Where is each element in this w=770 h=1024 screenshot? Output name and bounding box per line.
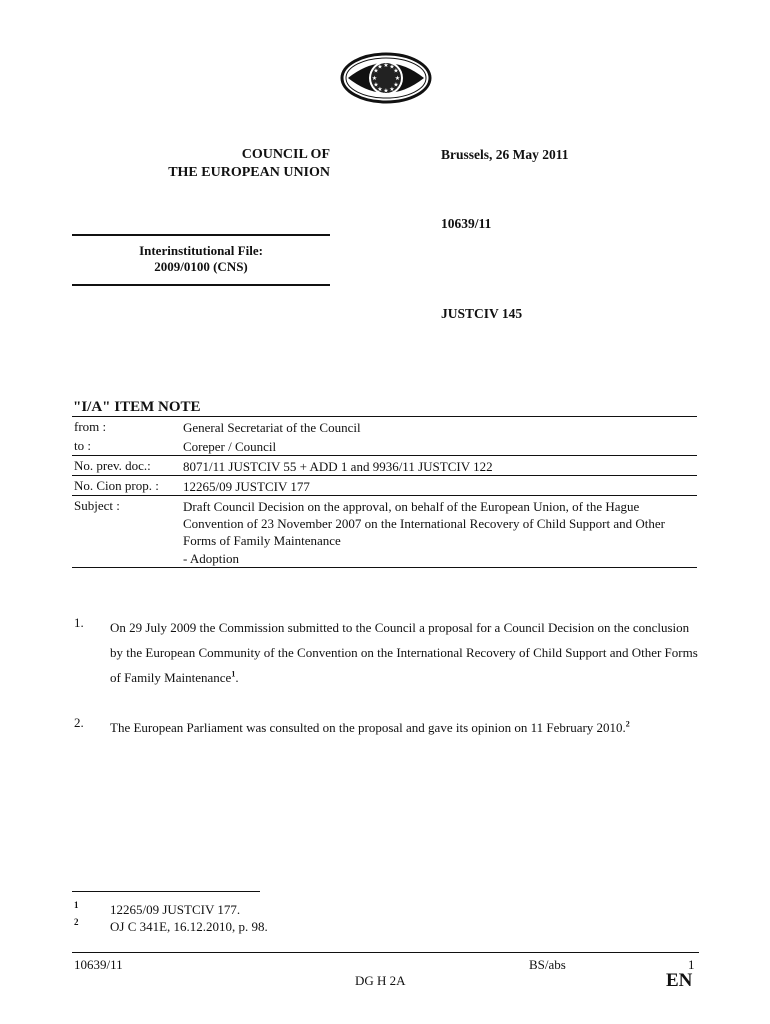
footnote-text: OJ C 341E, 16.12.2010, p. 98. <box>110 919 268 934</box>
row-value: 12265/09 JUSTCIV 177 <box>183 479 310 494</box>
svg-text:★: ★ <box>393 81 399 89</box>
council-line-2: THE EUROPEAN UNION <box>168 165 330 180</box>
row-label: to : <box>74 438 91 453</box>
file-box-top-rule <box>72 234 330 236</box>
subject-adoption: - Adoption <box>183 551 239 566</box>
footnote-number: 2 <box>74 917 79 927</box>
subject-text: Draft Council Decision on the approval, on behalf of the European Union, of the Hague Convention of 23 November 2007 on the International Recovery of Child Support and Other Forms of Family Maintenance <box>183 499 665 548</box>
paragraph-text <box>110 615 700 690</box>
paragraph-text <box>110 715 700 740</box>
file-number: 2009/0100 (CNS) <box>154 259 248 274</box>
svg-text:★: ★ <box>383 87 389 95</box>
footer-doc-number: 10639/11 <box>74 957 123 972</box>
footer-dg: DG H 2A <box>355 973 406 988</box>
row-label: No. Cion prop. : <box>74 478 159 493</box>
paragraph-number: 1. <box>74 615 84 630</box>
council-emblem-icon <box>340 52 432 104</box>
table-rule <box>72 567 697 568</box>
footer-rule <box>72 952 699 953</box>
svg-text:★: ★ <box>389 86 395 93</box>
row-label: from : <box>74 419 107 434</box>
document-number: 10639/11 <box>441 216 492 231</box>
table-rule <box>72 416 697 417</box>
svg-text:★: ★ <box>393 67 399 75</box>
interinstitutional-file <box>72 243 330 275</box>
row-value: 8071/11 JUSTCIV 55 + ADD 1 and 9936/11 JUSTCIV 122 <box>183 459 493 474</box>
svg-text:★: ★ <box>377 86 383 93</box>
paragraph-number: 2. <box>74 715 84 730</box>
table-rule <box>72 475 697 476</box>
svg-text:★: ★ <box>377 63 383 71</box>
footnote-ref: 1 <box>231 669 236 679</box>
table-rule <box>72 495 697 496</box>
footer-language: EN <box>666 970 693 991</box>
paragraph-end: . <box>235 670 239 685</box>
svg-text:★: ★ <box>373 67 379 75</box>
footer-page-number: 1 <box>688 957 695 972</box>
row-label: No. prev. doc.: <box>74 458 151 473</box>
item-note-title: "I/A" ITEM NOTE <box>73 399 201 415</box>
svg-text:★: ★ <box>383 62 389 69</box>
footnote-ref: 2 <box>625 719 630 729</box>
row-value <box>183 498 695 567</box>
footnote-number: 1 <box>74 900 79 910</box>
council-line-1: COUNCIL OF <box>241 147 330 162</box>
svg-text:★: ★ <box>389 63 395 71</box>
row-label: Subject : <box>74 498 120 513</box>
file-label: Interinstitutional File: <box>139 243 263 258</box>
paragraph-body: On 29 July 2009 the Commission submitted to the Council a proposal for a Council Decision on the conclusion by the European Community of the Convention on the International Recovery of Child Support and Other Forms of Family Maintenance <box>110 620 698 685</box>
paragraph-body: The European Parliament was consulted on the proposal and gave its opinion on 11 February 2010. <box>110 720 626 735</box>
svg-text:★: ★ <box>394 75 401 82</box>
file-box-bottom-rule <box>72 284 330 286</box>
row-value: Coreper / Council <box>183 439 277 454</box>
footnote-separator <box>72 891 260 892</box>
row-value: General Secretariat of the Council <box>183 420 361 435</box>
footnote-text: 12265/09 JUSTCIV 177. <box>110 902 241 917</box>
svg-text:★: ★ <box>373 81 379 89</box>
svg-text:★: ★ <box>371 75 378 82</box>
document-code: JUSTCIV 145 <box>441 306 523 321</box>
table-rule <box>72 455 697 456</box>
council-heading <box>120 146 330 182</box>
footer-initials: BS/abs <box>529 957 566 972</box>
document-date: Brussels, 26 May 2011 <box>441 147 569 162</box>
